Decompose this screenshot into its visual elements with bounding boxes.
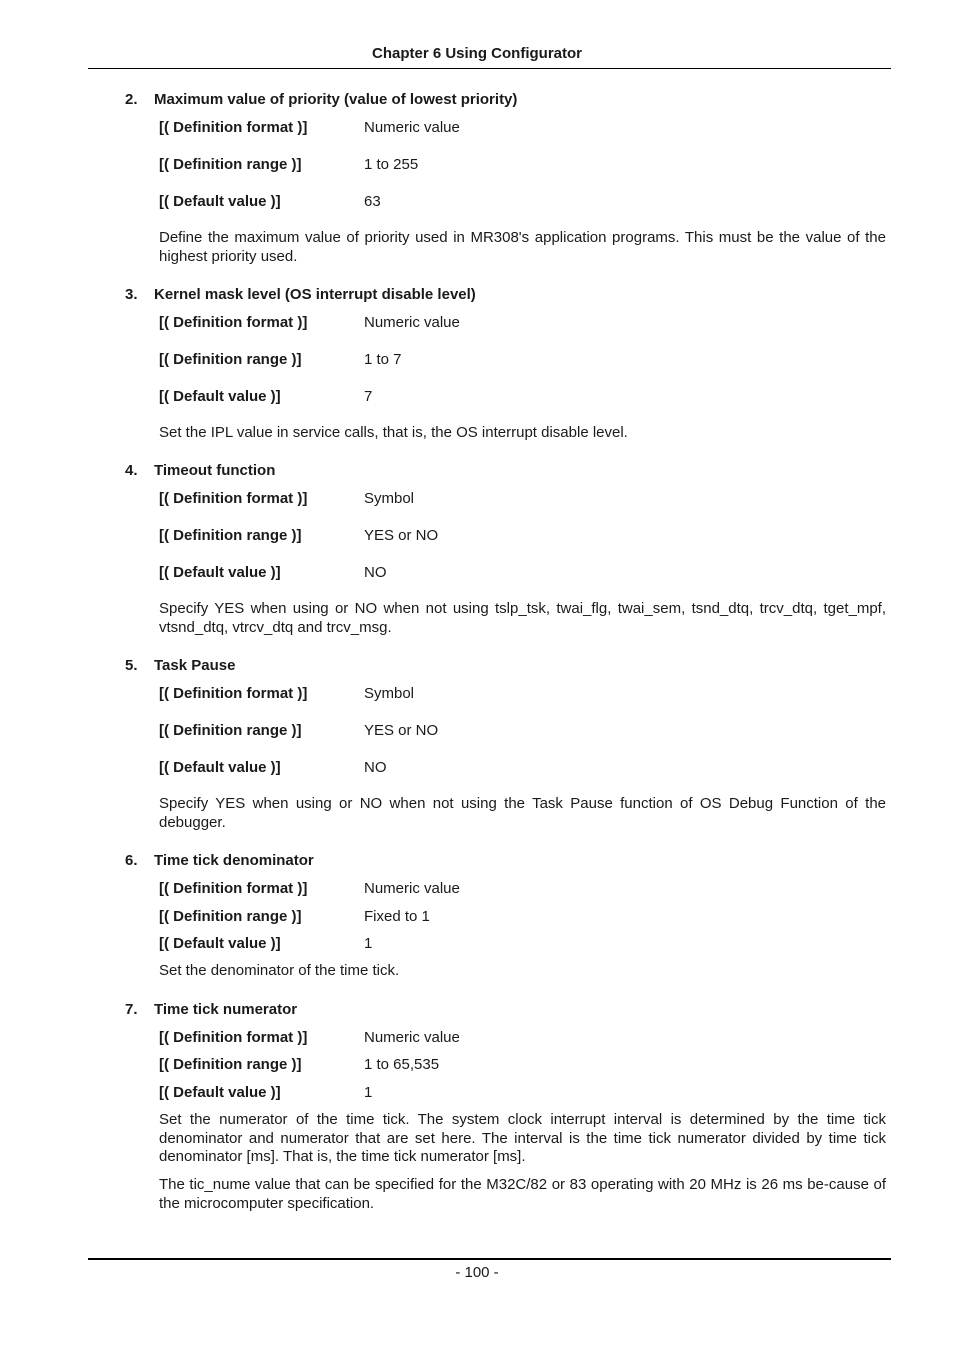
definition-format-row bbox=[159, 490, 886, 510]
description-paragraph: Set the IPL value in service calls, that is, the OS interrupt disable level. bbox=[159, 424, 628, 441]
section-title-text: Maximum value of priority (value of lowest priority) bbox=[154, 91, 518, 108]
default-value-label: [( Default value )] bbox=[159, 935, 281, 952]
default-value: 7 bbox=[364, 388, 373, 405]
default-value-row bbox=[159, 193, 886, 213]
definition-range-value: Fixed to 1 bbox=[364, 908, 430, 925]
note-paragraph: The tic_nume value that can be specified for the M32C/82 or 83 operating with 20 MHz is 26 ms be-cause of the microcomputer specification. bbox=[159, 1176, 886, 1212]
definition-range-row bbox=[159, 1056, 886, 1076]
definition-format-row bbox=[159, 880, 886, 900]
definition-range-label: [( Definition range )] bbox=[159, 527, 302, 544]
description-paragraph: Set the denominator of the time tick. bbox=[159, 962, 400, 979]
description-paragraph: Set the numerator of the time tick. The system clock interrupt interval is determined by the time tick denominator and numerator that are set here. The interval is the time tick numerator divided by time tick denominator [ms]. That is, the time tick numerator [ms]. bbox=[159, 1111, 886, 1165]
definition-range-value: 1 to 65,535 bbox=[364, 1056, 440, 1073]
section-title bbox=[125, 852, 314, 869]
definition-range-row bbox=[159, 351, 886, 371]
section-number: 5. bbox=[125, 657, 138, 674]
page-number: - 100 - bbox=[455, 1264, 499, 1281]
default-value-label: [( Default value )] bbox=[159, 1084, 281, 1101]
definition-range-label: [( Definition range )] bbox=[159, 351, 302, 368]
default-value: 1 bbox=[364, 935, 373, 952]
section-title bbox=[125, 462, 275, 479]
definition-format-row bbox=[159, 314, 886, 334]
default-value: 63 bbox=[364, 193, 381, 210]
definition-format-label: [( Definition format )] bbox=[159, 1029, 308, 1046]
default-value-row bbox=[159, 935, 886, 955]
definition-format-row bbox=[159, 685, 886, 705]
definition-range-value: 1 to 255 bbox=[364, 156, 419, 173]
definition-format-value: Symbol bbox=[364, 490, 415, 507]
section-number: 7. bbox=[125, 1001, 138, 1018]
definition-format-label: [( Definition format )] bbox=[159, 314, 308, 331]
default-value-label: [( Default value )] bbox=[159, 388, 281, 405]
definition-format-label: [( Definition format )] bbox=[159, 119, 308, 136]
definition-format-value: Numeric value bbox=[364, 1029, 460, 1046]
definition-format-row bbox=[159, 119, 886, 139]
default-value-row bbox=[159, 1084, 886, 1104]
definition-range-row bbox=[159, 156, 886, 176]
definition-format-row bbox=[159, 1029, 886, 1049]
section-title bbox=[125, 657, 235, 674]
definition-range-row bbox=[159, 527, 886, 547]
definition-range-label: [( Definition range )] bbox=[159, 1056, 302, 1073]
definition-range-label: [( Definition range )] bbox=[159, 908, 302, 925]
default-value-label: [( Default value )] bbox=[159, 564, 281, 581]
default-value-row bbox=[159, 759, 886, 779]
definition-range-value: YES or NO bbox=[364, 527, 439, 544]
section-title bbox=[125, 1001, 297, 1018]
default-value-row bbox=[159, 564, 886, 584]
section-title-text: Task Pause bbox=[154, 657, 236, 674]
default-value-label: [( Default value )] bbox=[159, 759, 281, 776]
description-paragraph: Specify YES when using or NO when not using the Task Pause function of OS Debug Function of the debugger. bbox=[159, 795, 886, 831]
chapter-header: Chapter 6 Using Configurator bbox=[371, 45, 582, 62]
default-value-label: [( Default value )] bbox=[159, 193, 281, 210]
section-number: 3. bbox=[125, 286, 138, 303]
definition-format-value: Numeric value bbox=[364, 119, 460, 136]
default-value: 1 bbox=[364, 1084, 373, 1101]
default-value: NO bbox=[364, 759, 387, 776]
section-number: 2. bbox=[125, 91, 138, 108]
header-rule bbox=[88, 68, 891, 69]
definition-format-value: Symbol bbox=[364, 685, 415, 702]
section-title-text: Time tick numerator bbox=[154, 1001, 298, 1018]
footer-rule bbox=[88, 1258, 891, 1260]
description-paragraph: Specify YES when using or NO when not using tslp_tsk, twai_flg, twai_sem, tsnd_dtq, trcv_dtq, tget_mpf, vtsnd_dtq, vtrcv_dtq and trcv_msg. bbox=[159, 600, 886, 636]
section-title-text: Time tick denominator bbox=[154, 852, 314, 869]
definition-range-label: [( Definition range )] bbox=[159, 156, 302, 173]
section-title-text: Kernel mask level (OS interrupt disable level) bbox=[154, 286, 476, 303]
definition-format-value: Numeric value bbox=[364, 314, 460, 331]
section-title bbox=[125, 286, 476, 303]
definition-format-value: Numeric value bbox=[364, 880, 460, 897]
section-number: 6. bbox=[125, 852, 138, 869]
section-title-text: Timeout function bbox=[154, 462, 276, 479]
definition-range-value: YES or NO bbox=[364, 722, 439, 739]
default-value-row bbox=[159, 388, 886, 408]
definition-range-label: [( Definition range )] bbox=[159, 722, 302, 739]
definition-format-label: [( Definition format )] bbox=[159, 685, 308, 702]
definition-range-value: 1 to 7 bbox=[364, 351, 402, 368]
definition-format-label: [( Definition format )] bbox=[159, 880, 308, 897]
section-number: 4. bbox=[125, 462, 138, 479]
definition-range-row bbox=[159, 722, 886, 742]
default-value: NO bbox=[364, 564, 387, 581]
description-paragraph: Define the maximum value of priority used in MR308's application programs. This must be the value of the highest priority used. bbox=[159, 229, 886, 265]
definition-format-label: [( Definition format )] bbox=[159, 490, 308, 507]
definition-range-row bbox=[159, 908, 886, 928]
section-title bbox=[125, 91, 517, 108]
